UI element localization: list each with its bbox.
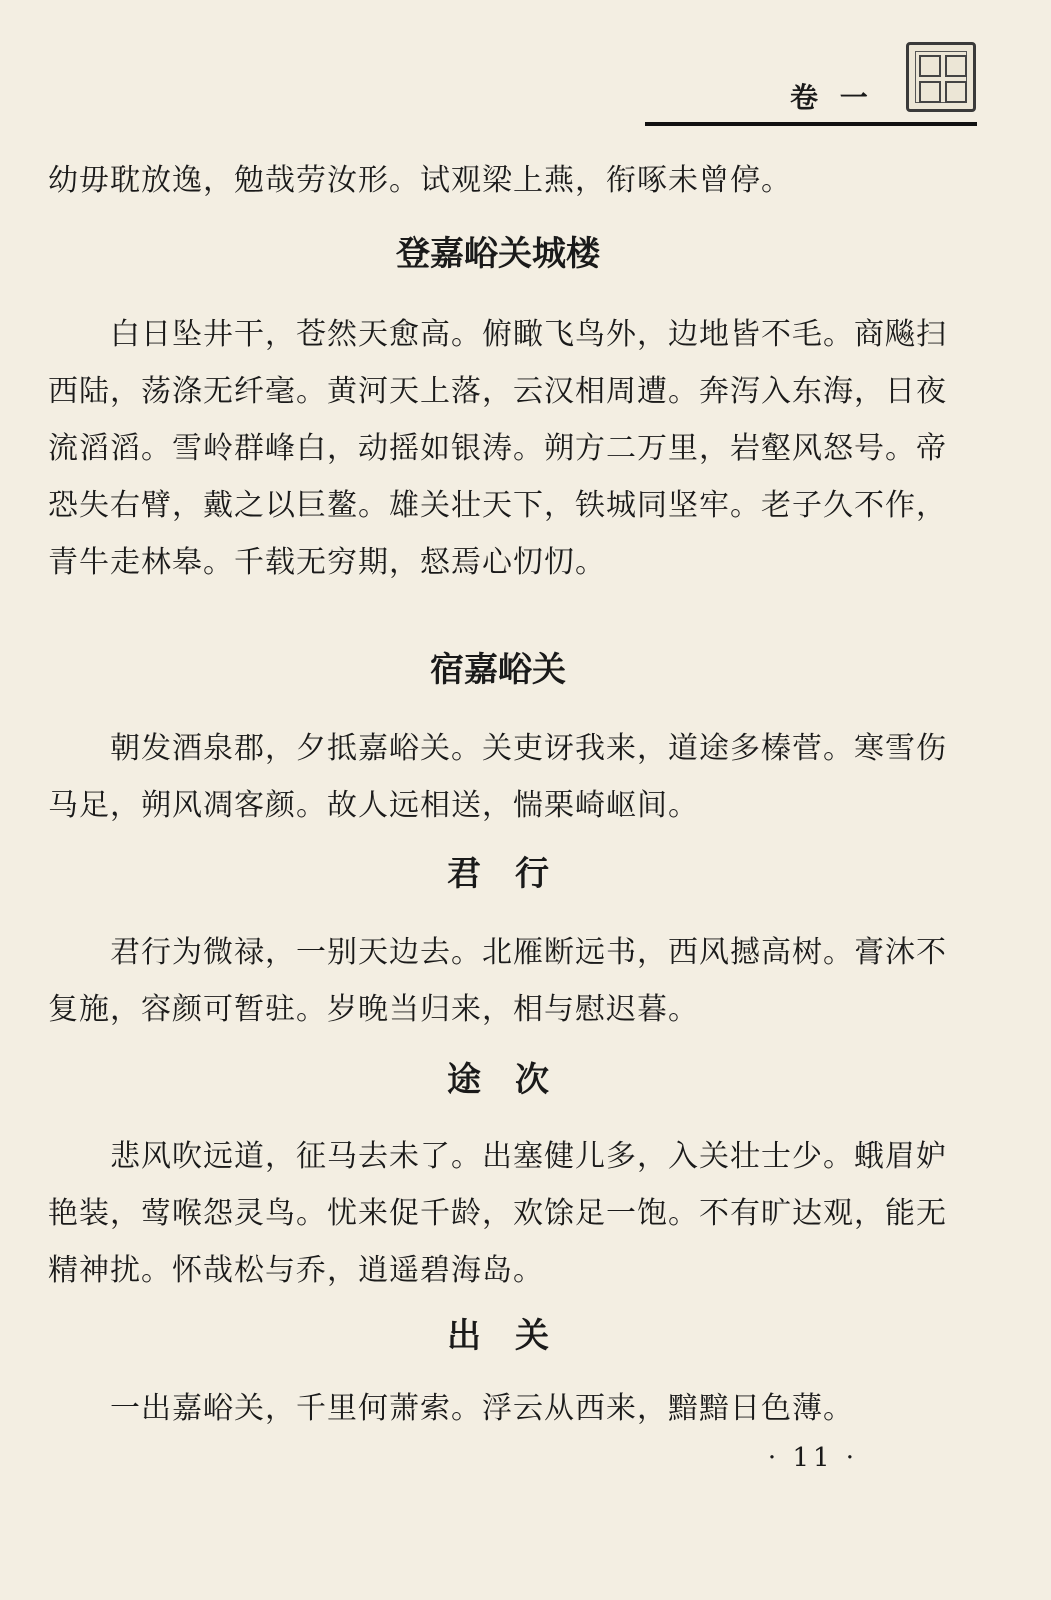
seal-glyph-mark [945, 55, 967, 77]
seal-stamp-icon [906, 42, 976, 112]
intro-text: 幼毋耽放逸，勉哉劳汝形。试观梁上燕，衔啄未曾停。 [48, 163, 792, 198]
header-rule [645, 122, 977, 126]
poem-text: 一出嘉峪关，千里何萧索。浮云从西来，黯黯日色薄。 [110, 1391, 854, 1426]
poem-title: 出 关 [447, 1316, 549, 1356]
seal-glyph-mark [919, 81, 941, 103]
poem-text: 悲风吹远道，征马去未了。出塞健儿多，入关壮士少。蛾眉妒艳装，莺喉怨灵鸟。忧来促千龄，欢馀足一饱。不有旷达观，能无精神扰。怀哉松与乔，逍遥碧海岛。 [48, 1139, 947, 1288]
poem-title: 宿嘉峪关 [430, 650, 566, 690]
poem-text: 白日坠井干，苍然天愈高。俯瞰飞鸟外，边地皆不毛。商飚扫西陆，荡涤无纤毫。黄河天上落，云汉相周遭。奔泻入东海，日夜流滔滔。雪岭群峰白，动摇如银涛。朔方二万里，岩壑风怒号。帝恐失右臂，戴之以巨鳌。雄关壮天下，铁城同坚牢。老子久不作，青牛走林皋。千载无穷期，惄焉心忉忉。 [48, 317, 947, 580]
poem-text: 君行为微禄，一别天边去。北雁断远书，西风撼高树。膏沐不复施，容颜可暂驻。岁晚当归来，相与慰迟暮。 [48, 935, 947, 1027]
seal-glyph-mark [919, 55, 941, 77]
poem-title: 登嘉峪关城楼 [396, 234, 600, 274]
running-head: 卷 一 [790, 81, 874, 114]
seal-glyph-mark [945, 81, 967, 103]
page-number: · 11 · [767, 1443, 859, 1473]
poem-title: 途 次 [447, 1060, 549, 1100]
poem-title: 君 行 [447, 854, 549, 894]
poem-text: 朝发酒泉郡，夕抵嘉峪关。关吏讶我来，道途多榛菅。寒雪伤马足，朔风凋客颜。故人远相送，惴栗崎岖间。 [48, 731, 947, 823]
